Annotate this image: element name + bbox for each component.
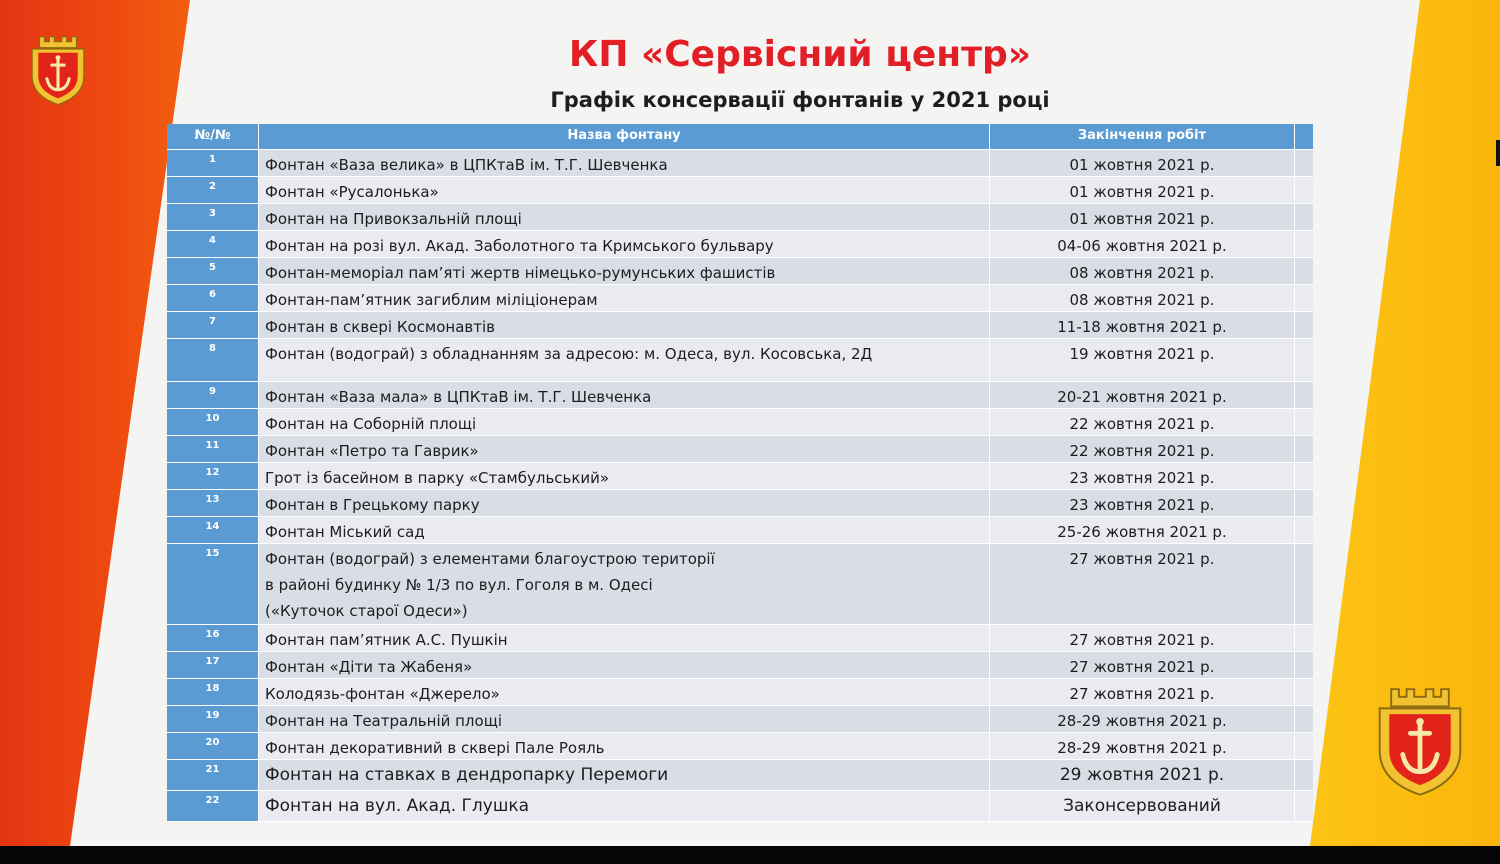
row-spacer (1295, 436, 1313, 462)
row-spacer (1295, 382, 1313, 408)
table-row (167, 285, 1313, 312)
row-spacer (1295, 204, 1313, 230)
row-name: Фонтан «Ваза мала» в ЦПКтаВ ім. Т.Г. Шевченка (259, 382, 990, 408)
table-row (167, 652, 1313, 679)
table-row (167, 517, 1313, 544)
row-num: 22 (167, 791, 259, 821)
row-num: 13 (167, 490, 259, 516)
table-row (167, 312, 1313, 339)
row-name-line-1: Фонтан (водограй) з елементами благоустрою території (265, 550, 715, 568)
row-date: 27 жовтня 2021 р. (990, 544, 1295, 624)
row-date: 01 жовтня 2021 р. (990, 150, 1295, 176)
row-spacer (1295, 760, 1313, 790)
row-num: 16 (167, 625, 259, 651)
odesa-coat-of-arms-icon (27, 33, 89, 107)
row-name: Фонтан «Ваза велика» в ЦПКтаВ ім. Т.Г. Шевченка (259, 150, 990, 176)
row-name-line-2: в районі будинку № 1/3 по вул. Гоголя в м. Одесі (265, 576, 653, 594)
row-spacer (1295, 231, 1313, 257)
row-name: Фонтан в сквері Космонавтів (259, 312, 990, 338)
row-num: 21 (167, 760, 259, 790)
row-name: Фонтан пам’ятник А.С. Пушкін (259, 625, 990, 651)
row-spacer (1295, 339, 1313, 381)
row-name-line-3: («Куточок старої Одеси») (265, 602, 468, 620)
video-bottom-bar (0, 846, 1500, 864)
row-name: Фонтан «Русалонька» (259, 177, 990, 203)
row-num: 20 (167, 733, 259, 759)
row-date: 25-26 жовтня 2021 р. (990, 517, 1295, 543)
row-spacer (1295, 463, 1313, 489)
row-num: 1 (167, 150, 259, 176)
row-spacer (1295, 706, 1313, 732)
table-header-row (167, 124, 1313, 150)
page-subtitle: Графік консервації фонтанів у 2021 році (550, 88, 1050, 112)
row-date: 23 жовтня 2021 р. (990, 463, 1295, 489)
row-spacer (1295, 733, 1313, 759)
row-name: Фонтан-меморіал пам’яті жертв німецько-румунських фашистів (259, 258, 990, 284)
row-date: 22 жовтня 2021 р. (990, 436, 1295, 462)
row-name: Фонтан «Діти та Жабеня» (259, 652, 990, 678)
row-spacer (1295, 150, 1313, 176)
row-name: Фонтан декоративний в сквері Пале Рояль (259, 733, 990, 759)
row-num: 10 (167, 409, 259, 435)
table-row (167, 463, 1313, 490)
row-spacer (1295, 652, 1313, 678)
row-num: 14 (167, 517, 259, 543)
row-date: Законсервований (990, 791, 1295, 821)
table-row (167, 258, 1313, 285)
row-name-multiline (259, 544, 990, 624)
header-date: Закінчення робіт (990, 124, 1295, 149)
row-date: 11-18 жовтня 2021 р. (990, 312, 1295, 338)
row-name: Грот із басейном в парку «Стамбульський» (259, 463, 990, 489)
table-row (167, 625, 1313, 652)
row-date: 23 жовтня 2021 р. (990, 490, 1295, 516)
row-date: 08 жовтня 2021 р. (990, 258, 1295, 284)
page-title: КП «Сервісний центр» (568, 34, 1032, 75)
row-date: 27 жовтня 2021 р. (990, 625, 1295, 651)
left-color-band (0, 0, 190, 846)
table-row (167, 791, 1313, 822)
row-date: 22 жовтня 2021 р. (990, 409, 1295, 435)
header-spacer (1295, 124, 1313, 149)
row-date: 04-06 жовтня 2021 р. (990, 231, 1295, 257)
table-row (167, 733, 1313, 760)
row-num: 6 (167, 285, 259, 311)
table-row (167, 204, 1313, 231)
row-spacer (1295, 791, 1313, 821)
row-date: 27 жовтня 2021 р. (990, 652, 1295, 678)
table-row (167, 544, 1313, 625)
table-row (167, 490, 1313, 517)
row-name: Фонтан на Соборній площі (259, 409, 990, 435)
row-spacer (1295, 517, 1313, 543)
table-row (167, 177, 1313, 204)
row-name: Фонтан в Грецькому парку (259, 490, 990, 516)
odesa-coat-of-arms-large-icon (1372, 682, 1468, 800)
row-spacer (1295, 285, 1313, 311)
row-num: 15 (167, 544, 259, 624)
table-row (167, 231, 1313, 258)
row-num: 8 (167, 339, 259, 381)
row-name: Фонтан на Театральній площі (259, 706, 990, 732)
row-spacer (1295, 679, 1313, 705)
row-name: Фонтан на розі вул. Акад. Заболотного та Кримського бульвару (259, 231, 990, 257)
header-name: Назва фонтану (259, 124, 990, 149)
row-date: 01 жовтня 2021 р. (990, 177, 1295, 203)
table-row (167, 382, 1313, 409)
row-name: Фонтан-пам’ятник загиблим міліціонерам (259, 285, 990, 311)
row-name: Колодязь-фонтан «Джерело» (259, 679, 990, 705)
fountains-table (167, 124, 1313, 822)
row-num: 5 (167, 258, 259, 284)
row-date: 29 жовтня 2021 р. (990, 760, 1295, 790)
table-row (167, 436, 1313, 463)
row-num: 7 (167, 312, 259, 338)
row-spacer (1295, 544, 1313, 624)
row-spacer (1295, 409, 1313, 435)
row-name: Фонтан на вул. Акад. Глушка (259, 791, 990, 821)
row-name: Фонтан (водограй) з обладнанням за адресою: м. Одеса, вул. Косовська, 2Д (259, 339, 990, 381)
table-row (167, 409, 1313, 436)
row-num: 4 (167, 231, 259, 257)
row-num: 17 (167, 652, 259, 678)
row-date: 08 жовтня 2021 р. (990, 285, 1295, 311)
row-num: 18 (167, 679, 259, 705)
row-num: 19 (167, 706, 259, 732)
row-name: Фонтан Міський сад (259, 517, 990, 543)
row-spacer (1295, 312, 1313, 338)
row-spacer (1295, 490, 1313, 516)
row-num: 3 (167, 204, 259, 230)
table-row (167, 679, 1313, 706)
row-num: 2 (167, 177, 259, 203)
row-num: 9 (167, 382, 259, 408)
row-spacer (1295, 258, 1313, 284)
row-spacer (1295, 177, 1313, 203)
row-name: Фонтан на ставках в дендропарку Перемоги (259, 760, 990, 790)
table-row (167, 150, 1313, 177)
table-row (167, 706, 1313, 733)
header-num: №/№ (167, 124, 259, 149)
row-name: Фонтан «Петро та Гаврик» (259, 436, 990, 462)
row-date: 28-29 жовтня 2021 р. (990, 733, 1295, 759)
row-num: 11 (167, 436, 259, 462)
row-date: 27 жовтня 2021 р. (990, 679, 1295, 705)
row-date: 01 жовтня 2021 р. (990, 204, 1295, 230)
row-spacer (1295, 625, 1313, 651)
row-name: Фонтан на Привокзальній площі (259, 204, 990, 230)
row-date: 20-21 жовтня 2021 р. (990, 382, 1295, 408)
table-row (167, 760, 1313, 791)
row-date: 19 жовтня 2021 р. (990, 339, 1295, 381)
row-num: 12 (167, 463, 259, 489)
table-row (167, 339, 1313, 382)
row-date: 28-29 жовтня 2021 р. (990, 706, 1295, 732)
edge-marker (1496, 140, 1500, 166)
